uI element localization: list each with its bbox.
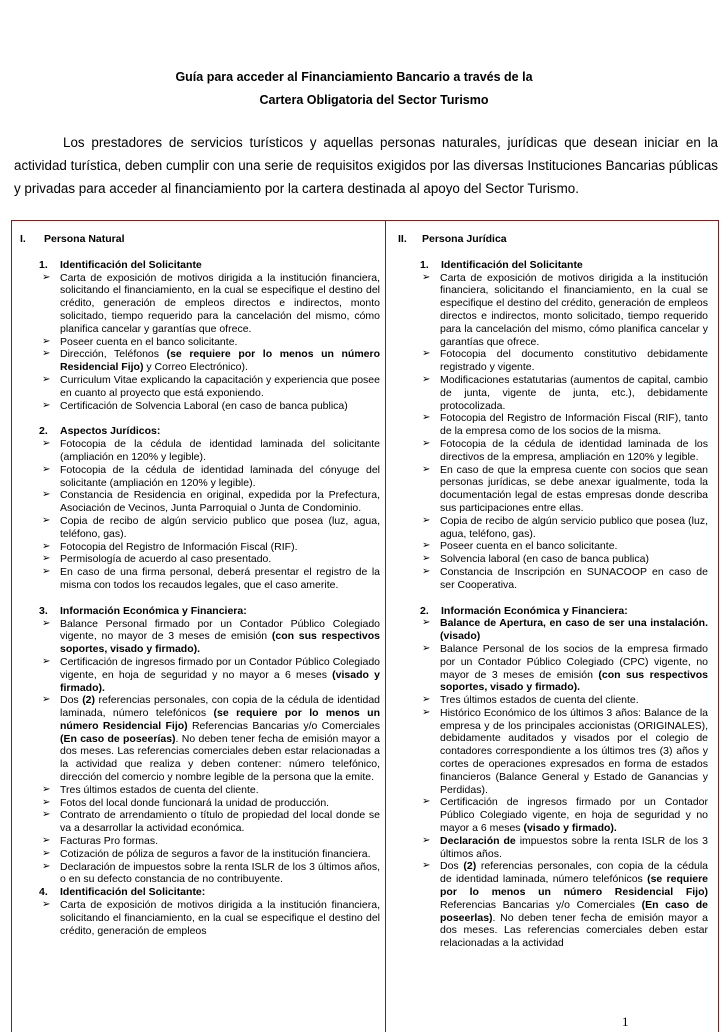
list-item: ➢ Solvencia laboral (en caso de banca publica) (398, 553, 708, 566)
list-item: ➢ Facturas Pro formas. (20, 835, 380, 848)
section-heading: II. Persona Jurídica (398, 233, 507, 245)
list-item: ➢ Balance Personal de los socios de la empresa firmado por un Contador Público Colegiado (CPC) vigente, no mayor de 3 meses de emisión (con sus respectivos soportes, visado y firmado). (398, 643, 708, 694)
intro-paragraph: Los prestadores de servicios turísticos y aquellas personas naturales, jurídicas que desean iniciar en la actividad turística, deben cumplir con una serie de requisitos exigidos por las diversas Instituciones Bancarias públicas y privadas para acceder al financiamiento por la cartera destinada al apoyo del Sector Turismo. (14, 135, 718, 196)
list-item: ➢ Permisología de acuerdo al caso presentado. (20, 553, 380, 566)
bullet-list (20, 272, 380, 413)
list-item: ➢ Dos (2) referencias personales, con copia de la cédula de identidad laminada, número telefónicos (se requiere por lo menos un número Residencial Fijo) Referencias Bancarias y/o Comerciales (En caso de poseerías). No deben tener fecha de emisión mayor a dos meses. Las referencias comerciales deben estar relacionadas a la actividad que realiza y deben contener: número telefónico, dirección del comercio y nombre legible de la persona que la emite. (20, 694, 380, 784)
list-item: ➢ Cotización de póliza de seguros a favor de la institución financiera. (20, 848, 380, 861)
subsection-heading: 4. Identificación del Solicitante: (39, 886, 206, 899)
subsection-heading: 2. Información Económica y Financiera: (420, 604, 628, 617)
list-item: ➢ En caso de una firma personal, deberá presentar el registro de la misma con todos los recaudos legales, que el caso amerite. (20, 566, 380, 592)
subsection-heading: 3. Información Económica y Financiera: (39, 604, 247, 617)
bullet-list (20, 438, 380, 592)
list-item: ➢ Constancia de Residencia en original, expedida por la Prefectura, Asociación de Vecinos, Junta Parroquial o Junta de Condominio. (20, 489, 380, 515)
bullet-list (398, 617, 708, 950)
list-item: ➢ Declaración de impuestos sobre la renta ISLR de los 3 últimos años. (398, 835, 708, 861)
list-item: ➢ Balance Personal firmado por un Contador Público Colegiado vigente, no mayor de 3 meses de emisión (con sus respectivos soportes, visado y firmado). (20, 618, 380, 656)
list-item: ➢ Certificación de ingresos firmado por un Contador Público Colegiado vigente, en hoja de seguridad y no mayor a 6 meses (visado y firmado). (20, 656, 380, 694)
list-item: ➢ Fotocopia del Registro de Información Fiscal (RIF), tanto de la empresa como de los socios de la misma. (398, 412, 708, 438)
list-item: ➢ Dirección, Teléfonos (se requiere por lo menos un número Residencial Fijo) y Correo Electrónico). (20, 348, 380, 374)
list-item: ➢ Constancia de Inscripción en SUNACOOP en caso de ser Cooperativa. (398, 566, 708, 592)
list-item: ➢ Copia de recibo de algún servicio publico que posea (luz, agua, teléfono, gas). (398, 515, 708, 541)
bullet-list (20, 618, 380, 887)
list-item: ➢ Certificación de Solvencia Laboral (en caso de banca publica) (20, 400, 380, 413)
persona-natural-column (20, 233, 380, 937)
list-item: ➢ Fotocopia del documento constitutivo debidamente registrado y vigente. (398, 348, 708, 374)
list-item: ➢ Dos (2) referencias personales, con copia de la cédula de identidad laminada, número telefónicos (se requiere por lo menos un número Residencial Fijo) Referencias Bancarias y/o Comerciales (En caso de poseerlas). No deben tener fecha de emisión mayor a dos meses. Las referencias comerciales deben estar relacionadas a la actividad (398, 860, 708, 950)
list-item: ➢ Poseer cuenta en el banco solicitante. (20, 336, 380, 349)
subsection-heading: 1. Identificación del Solicitante (420, 258, 583, 271)
subsection-heading: 2. Aspectos Jurídicos: (39, 425, 161, 438)
document-title-line-1: Guía para acceder al Financiamiento Bancario a través de la (175, 70, 533, 84)
list-item: ➢ Fotocopia de la cédula de identidad laminada del solicitante (ampliación en 120% y legible). (20, 438, 380, 464)
list-item: ➢ Histórico Económico de los últimos 3 años: Balance de la empresa y de los principales accionistas (ORIGINALES), debidamente auditados y visados por el colegio de contadores correspondiente a los últimos tres (3) años y cortes de operaciones expresados en forma de estados financieros (Balance General y Estado de Ganancias y Perdidas). (398, 707, 708, 797)
list-item: ➢ Poseer cuenta en el banco solicitante. (398, 540, 708, 553)
list-item: ➢ Curriculum Vitae explicando la capacitación y experiencia que posee en cuanto al proyecto que está exponiendo. (20, 374, 380, 400)
section-heading: I. Persona Natural (20, 233, 125, 245)
list-item: ➢ Certificación de ingresos firmado por un Contador Público Colegiado vigente, en hoja de seguridad y no mayor a 6 meses (visado y firmado). (398, 796, 708, 834)
list-item: ➢ Balance de Apertura, en caso de ser una instalación. (visado) (398, 617, 708, 643)
list-item: ➢ Fotocopia de la cédula de identidad laminada de los directivos de la empresa, ampliación en 120% y legible. (398, 438, 708, 464)
subsection-heading: 1. Identificación del Solicitante (39, 258, 202, 271)
list-item: ➢ Modificaciones estatutarias (aumentos de capital, cambio de junta, vigente de junta, etc.), debidamente protocolizada. (398, 374, 708, 412)
list-item: ➢ Carta de exposición de motivos dirigida a la institución financiera, solicitando el financiamiento, en la cual se especifique el destino del crédito, generación de empleos directos e indirectos, monto solicitado, tiempo requerido para la cancelación del mismo, cómo planifica cancelar y garantías que ofrece. (398, 272, 708, 349)
page-number: 1 (622, 1014, 629, 1029)
document-title-line-2: Cartera Obligatoria del Sector Turismo (259, 93, 489, 107)
persona-juridica-column (398, 233, 708, 950)
list-item: ➢ Carta de exposición de motivos dirigida a la institución financiera, solicitando el financiamiento, en la cual se especifique el destino del crédito, generación de empleos directos e indirectos, monto solicitado, tiempo requerido para la cancelación del mismo, cómo planifica cancelar y garantías que ofrece. (20, 272, 380, 336)
bullet-list (20, 899, 380, 937)
list-item: ➢ Copia de recibo de algún servicio publico que posea (luz, agua, teléfono, gas). (20, 515, 380, 541)
list-item: ➢ Fotos del local donde funcionará la unidad de producción. (20, 797, 380, 810)
list-item: ➢ Contrato de arrendamiento o título de propiedad del local donde se va a desarrollar la actividad económica. (20, 809, 380, 835)
list-item: ➢ Declaración de impuestos sobre la renta ISLR de los 3 últimos años, o en su defecto constancia de no contribuyente. (20, 861, 380, 887)
column-divider (385, 220, 386, 1032)
list-item: ➢ En caso de que la empresa cuente con socios que sean personas jurídicas, se debe anexar igualmente, toda la documentación legal de estas empresas donde describa sus participaciones entre ellas. (398, 464, 708, 515)
list-item: ➢ Tres últimos estados de cuenta del cliente. (398, 694, 708, 707)
list-item: ➢ Fotocopia de la cédula de identidad laminada del cónyuge del solicitante (ampliación en 120% y legible). (20, 464, 380, 490)
list-item: ➢ Carta de exposición de motivos dirigida a la institución financiera, solicitando el financiamiento, en la cual se especifique el destino del crédito, generación de empleos (20, 899, 380, 937)
list-item: ➢ Tres últimos estados de cuenta del cliente. (20, 784, 380, 797)
list-item: ➢ Fotocopia del Registro de Información Fiscal (RIF). (20, 541, 380, 554)
bullet-list (398, 272, 708, 592)
